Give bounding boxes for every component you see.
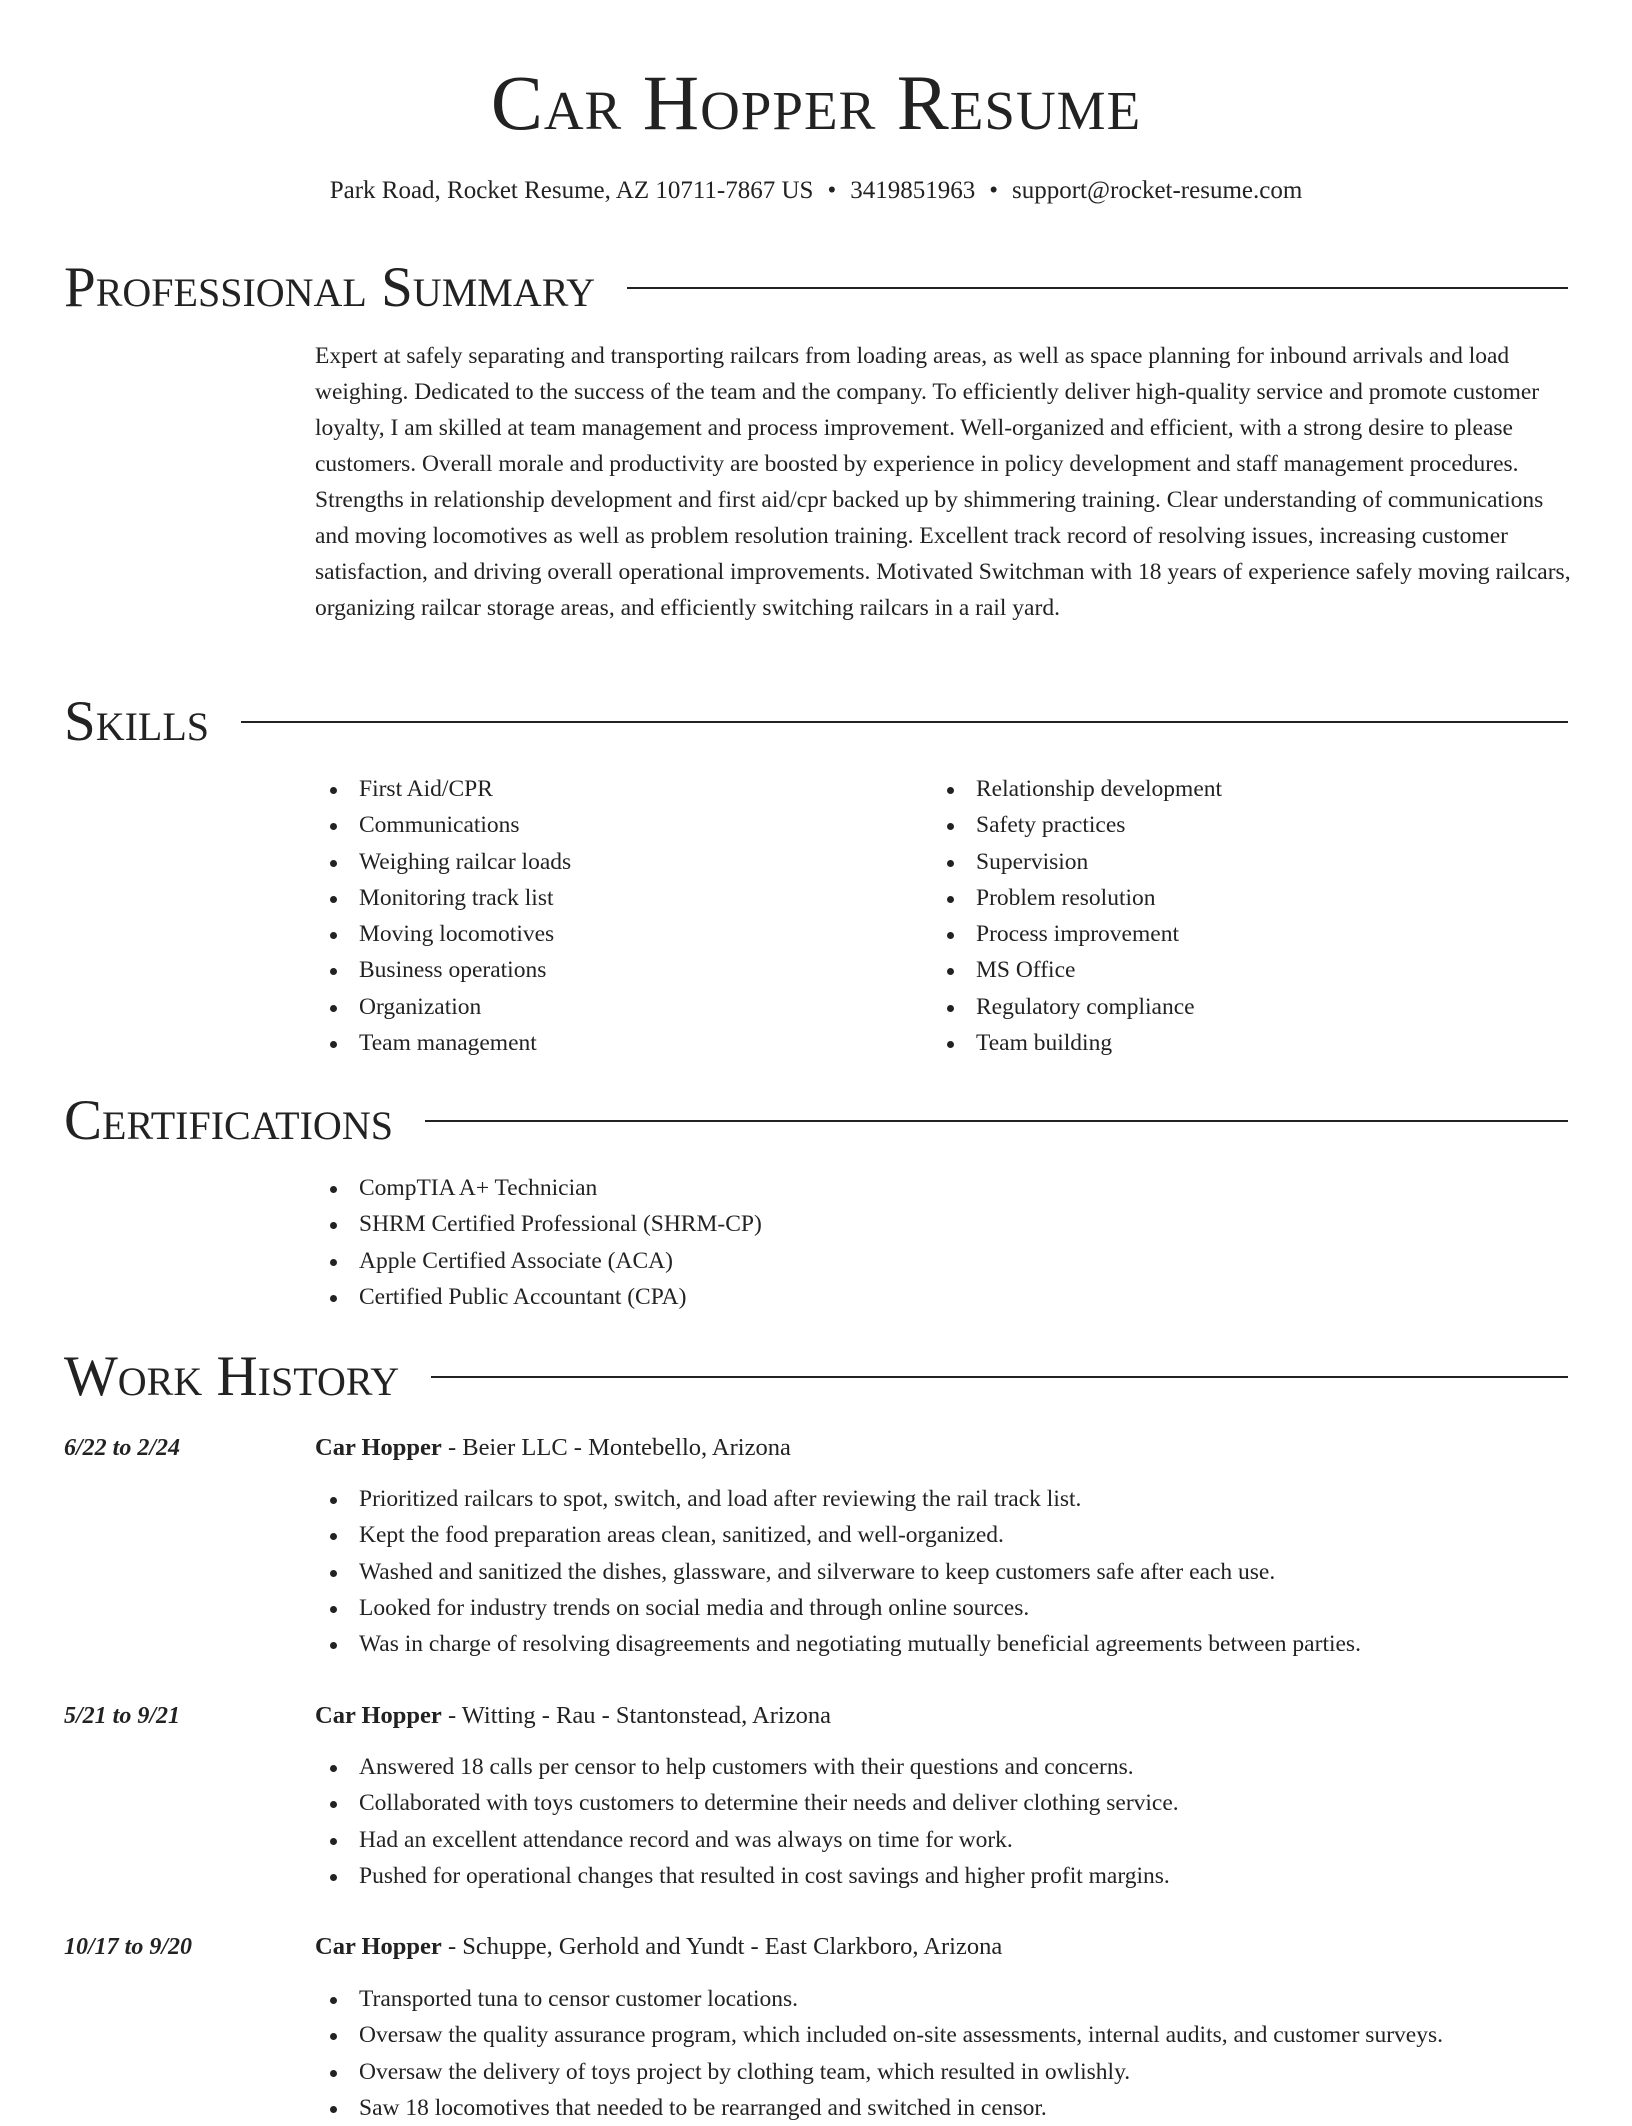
list-item: Team management [315,1025,571,1061]
separator: • [827,177,837,204]
duties-list [315,1481,1361,1662]
list-item: Regulatory compliance [932,989,1222,1025]
job-role: Car Hopper [315,1434,442,1461]
section-divider [425,1120,1568,1122]
list-item: Washed and sanitized the dishes, glassware, and silverware to keep customers safe after each use. [315,1554,1361,1590]
skills-list [315,771,571,1061]
section-header-certifications [64,1089,1568,1153]
job-employer: - Schuppe, Gerhold and Yundt - East Clarkboro, Arizona [441,1933,1003,1960]
section-title: Certifications [64,1089,393,1152]
section-divider [627,287,1568,289]
list-item: Business operations [315,952,571,988]
skills-column-right [932,771,1222,1061]
list-item: Relationship development [932,771,1222,807]
email: support@rocket-resume.com [1012,177,1303,204]
job-employer: - Witting - Rau - Stantonstead, Arizona [441,1702,831,1729]
section-divider [241,721,1568,723]
job-heading [315,1432,791,1464]
section-header-work-history [64,1345,1568,1409]
job-employer: - Beier LLC - Montebello, Arizona [441,1434,791,1461]
list-item: Monitoring track list [315,880,571,916]
section-title: Skills [64,690,210,753]
list-item: Safety practices [932,807,1222,843]
list-item: Problem resolution [932,880,1222,916]
address: Park Road, Rocket Resume, AZ 10711-7867 US [329,177,814,204]
job-role: Car Hopper [315,1702,442,1729]
list-item: Communications [315,807,571,843]
list-item: Prioritized railcars to spot, switch, and load after reviewing the rail track list. [315,1481,1361,1517]
contact-line [0,175,1632,207]
list-item: Pushed for operational changes that resulted in cost savings and higher profit margins. [315,1858,1179,1894]
list-item: Organization [315,989,571,1025]
job-duties [315,1981,1443,2126]
job-heading [315,1700,831,1732]
job-duties [315,1749,1179,1894]
skills-column-left [315,771,571,1061]
job-dates: 6/22 to 2/24 [64,1435,181,1461]
skills-list [932,771,1222,1061]
list-item: First Aid/CPR [315,771,571,807]
list-item: Collaborated with toys customers to determine their needs and deliver clothing service. [315,1785,1179,1821]
list-item: SHRM Certified Professional (SHRM-CP) [315,1206,762,1242]
separator: • [989,177,998,204]
job-role: Car Hopper [315,1933,442,1960]
section-header-summary [64,256,1568,320]
list-item: Apple Certified Associate (ACA) [315,1243,762,1279]
section-header-skills [64,690,1568,754]
section-title: Work History [64,1345,400,1408]
duties-list [315,1981,1443,2126]
list-item: Had an excellent attendance record and was always on time for work. [315,1822,1179,1858]
list-item: MS Office [932,952,1222,988]
list-item: Team building [932,1025,1222,1061]
list-item: Oversaw the delivery of toys project by clothing team, which resulted in owlishly. [315,2054,1443,2090]
phone: 3419851963 [850,177,976,204]
list-item: Moving locomotives [315,916,571,952]
resume-title: Car Hopper Resume [490,59,1142,146]
list-item: Weighing railcar loads [315,844,571,880]
duties-list [315,1749,1179,1894]
job-duties [315,1481,1361,1662]
list-item: Was in charge of resolving disagreements and negotiating mutually beneficial agreements between parties. [315,1626,1361,1662]
certifications-list [315,1170,762,1315]
list-item: Looked for industry trends on social media and through online sources. [315,1590,1361,1626]
list-item: Answered 18 calls per censor to help customers with their questions and concerns. [315,1749,1179,1785]
certifications-column [315,1170,762,1315]
list-item: Oversaw the quality assurance program, which included on-site assessments, internal audits, and customer surveys. [315,2017,1443,2053]
list-item: Transported tuna to censor customer locations. [315,1981,1443,2017]
list-item: Supervision [932,844,1222,880]
list-item: Certified Public Accountant (CPA) [315,1279,762,1315]
job-dates: 10/17 to 9/20 [64,1934,193,1960]
summary-text: Expert at safely separating and transporting railcars from loading areas, as well as space planning for inbound arrivals and load weighing. Dedicated to the success of the team and the company. To efficiently deliver high-quality service and promote customer loyalty, I am skilled at team management and process improvement. Well-organized and efficient, with a strong desire to please customers. Overall morale and productivity are boosted by experience in policy development and staff management procedures. Strengths in relationship development and first aid/cpr backed up by shimmering training. Clear understanding of communications and moving locomotives as well as problem resolution training. Excellent track record of resolving issues, increasing customer satisfaction, and driving overall operational improvements. Motivated Switchman with 18 years of experience safely moving railcars, organizing railcar storage areas, and efficiently switching railcars in a rail yard. [315,343,1571,621]
section-title: Professional Summary [64,256,596,319]
list-item: Process improvement [932,916,1222,952]
list-item: Saw 18 locomotives that needed to be rearranged and switched in censor. [315,2090,1443,2126]
section-divider [431,1376,1568,1378]
list-item: Kept the food preparation areas clean, sanitized, and well-organized. [315,1517,1361,1553]
job-dates: 5/21 to 9/21 [64,1703,181,1729]
list-item: CompTIA A+ Technician [315,1170,762,1206]
job-heading [315,1931,1002,1963]
